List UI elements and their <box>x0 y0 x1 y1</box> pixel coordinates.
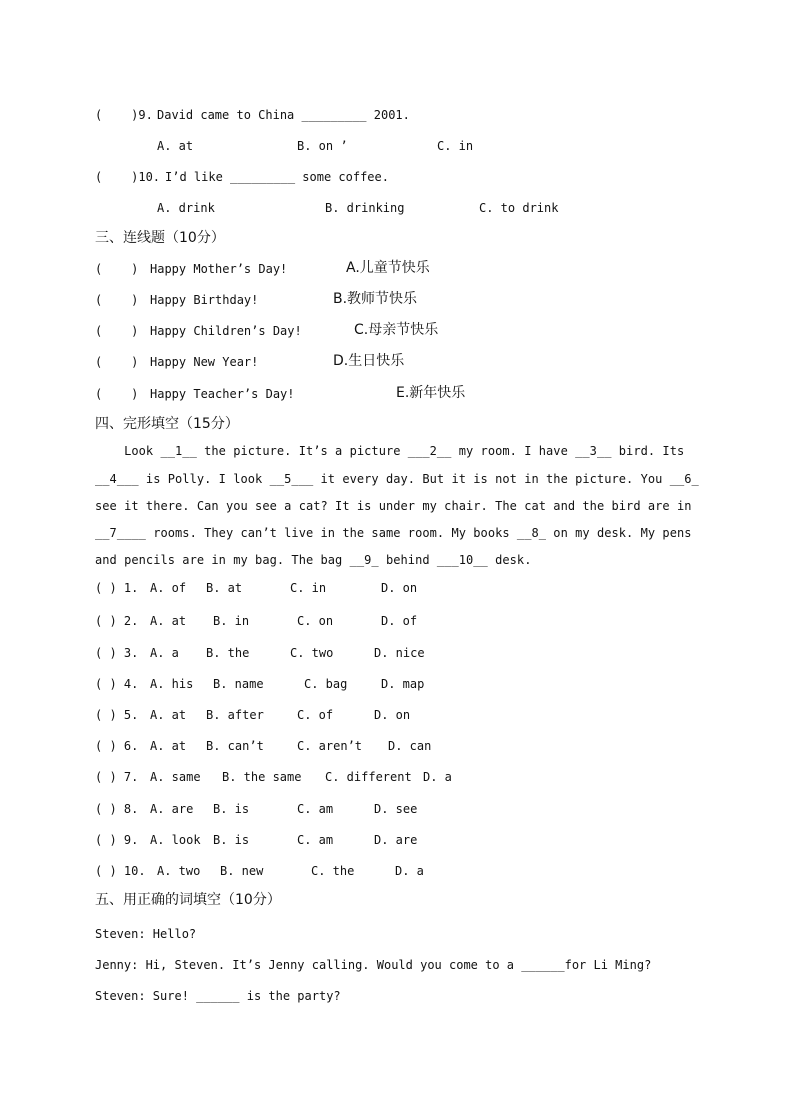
match-english: Happy New Year! <box>150 355 259 369</box>
cloze-q-num[interactable]: ( ) 3. <box>95 646 139 660</box>
q9-blank[interactable]: _________ <box>301 108 367 122</box>
cloze-q-num[interactable]: ( ) 9. <box>95 833 139 847</box>
cloze-option-c[interactable]: C. bag <box>304 677 348 691</box>
q9-option-b[interactable]: B. on ’ <box>297 139 348 153</box>
q10-option-b[interactable]: B. drinking <box>325 201 405 215</box>
cloze-q-num[interactable]: ( ) 2. <box>95 614 139 628</box>
cloze-option-d[interactable]: D. see <box>374 802 418 816</box>
cloze-option-d[interactable]: D. of <box>381 614 418 628</box>
q10-stem-pre: I’d like <box>165 170 231 184</box>
q9-stem-pre: David came to China <box>157 108 302 122</box>
cloze-option-c[interactable]: C. am <box>297 833 334 847</box>
cloze-option-c[interactable]: C. two <box>290 646 334 660</box>
cloze-option-d[interactable]: D. a <box>395 864 424 878</box>
section4-title: 四、完形填空（15分） <box>95 416 239 432</box>
passage-line: __4___ is Polly. I look __5___ it every day. But it is not in the picture. You __6_ <box>95 472 699 486</box>
cloze-option-d[interactable]: D. are <box>374 833 418 847</box>
passage-line: and pencils are in my bag. The bag __9_ behind ___10__ desk. <box>95 553 532 567</box>
match-paren[interactable]: ( ) <box>95 262 139 276</box>
match-paren[interactable]: ( ) <box>95 355 139 369</box>
cloze-option-a[interactable]: A. at <box>150 739 187 753</box>
dialogue-line: Steven: Sure! ______ is the party? <box>95 989 341 1003</box>
q10-stem <box>165 169 389 185</box>
cloze-option-c[interactable]: C. of <box>297 708 334 722</box>
q10-option-a[interactable]: A. drink <box>157 201 215 215</box>
match-chinese: C.母亲节快乐 <box>354 322 439 338</box>
cloze-option-d[interactable]: D. nice <box>374 646 425 660</box>
cloze-option-d[interactable]: D. on <box>374 708 411 722</box>
match-chinese: D.生日快乐 <box>333 353 405 369</box>
cloze-option-a[interactable]: A. his <box>150 677 194 691</box>
cloze-option-a[interactable]: A. two <box>157 864 201 878</box>
section5-title: 五、用正确的词填空（10分） <box>95 892 281 908</box>
cloze-q-num[interactable]: ( ) 5. <box>95 708 139 722</box>
cloze-option-c[interactable]: C. different <box>325 770 412 784</box>
cloze-option-a[interactable]: A. are <box>150 802 194 816</box>
cloze-option-b[interactable]: B. name <box>213 677 264 691</box>
cloze-option-b[interactable]: B. after <box>206 708 264 722</box>
cloze-option-c[interactable]: C. am <box>297 802 334 816</box>
cloze-option-c[interactable]: C. aren’t <box>297 739 363 753</box>
cloze-option-a[interactable]: A. a <box>150 646 179 660</box>
cloze-option-c[interactable]: C. the <box>311 864 355 878</box>
match-paren[interactable]: ( ) <box>95 387 139 401</box>
cloze-option-a[interactable]: A. at <box>150 708 187 722</box>
cloze-option-b[interactable]: B. at <box>206 581 243 595</box>
dialogue-line: Jenny: Hi, Steven. It’s Jenny calling. Would you come to a ______for Li Ming? <box>95 958 652 972</box>
match-english: Happy Mother’s Day! <box>150 262 288 276</box>
match-chinese: A.儿童节快乐 <box>346 260 430 276</box>
match-paren[interactable]: ( ) <box>95 293 139 307</box>
q10-paren[interactable]: ( )10. <box>95 170 161 184</box>
q9-option-c[interactable]: C. in <box>437 139 474 153</box>
q9-stem-post: 2001. <box>366 108 410 122</box>
cloze-q-num[interactable]: ( ) 7. <box>95 770 139 784</box>
cloze-option-b[interactable]: B. the same <box>222 770 302 784</box>
cloze-option-a[interactable]: A. same <box>150 770 201 784</box>
cloze-q-num[interactable]: ( ) 4. <box>95 677 139 691</box>
q10-option-c[interactable]: C. to drink <box>479 201 559 215</box>
cloze-option-a[interactable]: A. of <box>150 581 187 595</box>
q10-blank[interactable]: _________ <box>230 170 296 184</box>
cloze-option-b[interactable]: B. can’t <box>206 739 264 753</box>
cloze-option-b[interactable]: B. the <box>206 646 250 660</box>
q10-stem-post: some coffee. <box>295 170 389 184</box>
cloze-option-d[interactable]: D. on <box>381 581 418 595</box>
match-chinese: E.新年快乐 <box>396 385 466 401</box>
cloze-q-num[interactable]: ( ) 8. <box>95 802 139 816</box>
cloze-option-d[interactable]: D. can <box>388 739 432 753</box>
cloze-q-num[interactable]: ( ) 10. <box>95 864 146 878</box>
cloze-option-a[interactable]: A. at <box>150 614 187 628</box>
cloze-q-num[interactable]: ( ) 1. <box>95 581 139 595</box>
match-paren[interactable]: ( ) <box>95 324 139 338</box>
cloze-q-num[interactable]: ( ) 6. <box>95 739 139 753</box>
passage-line: Look __1__ the picture. It’s a picture ___2__ my room. I have __3__ bird. Its <box>95 444 685 458</box>
match-english: Happy Children’s Day! <box>150 324 302 338</box>
q9-option-a[interactable]: A. at <box>157 139 194 153</box>
dialogue-line: Steven: Hello? <box>95 927 197 941</box>
cloze-option-b[interactable]: B. new <box>220 864 264 878</box>
q9-paren[interactable]: ( )9. <box>95 108 153 122</box>
passage-line: __7____ rooms. They can’t live in the same room. My books __8_ on my desk. My pens <box>95 526 692 540</box>
cloze-option-b[interactable]: B. is <box>213 802 250 816</box>
cloze-option-b[interactable]: B. in <box>213 614 250 628</box>
passage-line: see it there. Can you see a cat? It is under my chair. The cat and the bird are in <box>95 499 692 513</box>
match-chinese: B.教师节快乐 <box>333 291 418 307</box>
cloze-option-a[interactable]: A. look <box>150 833 201 847</box>
cloze-option-c[interactable]: C. on <box>297 614 334 628</box>
match-english: Happy Birthday! <box>150 293 259 307</box>
cloze-option-c[interactable]: C. in <box>290 581 327 595</box>
cloze-option-d[interactable]: D. map <box>381 677 425 691</box>
cloze-option-b[interactable]: B. is <box>213 833 250 847</box>
q9-stem <box>157 107 410 123</box>
cloze-option-d[interactable]: D. a <box>423 770 452 784</box>
match-english: Happy Teacher’s Day! <box>150 387 295 401</box>
section3-title: 三、连线题（10分） <box>95 230 225 246</box>
